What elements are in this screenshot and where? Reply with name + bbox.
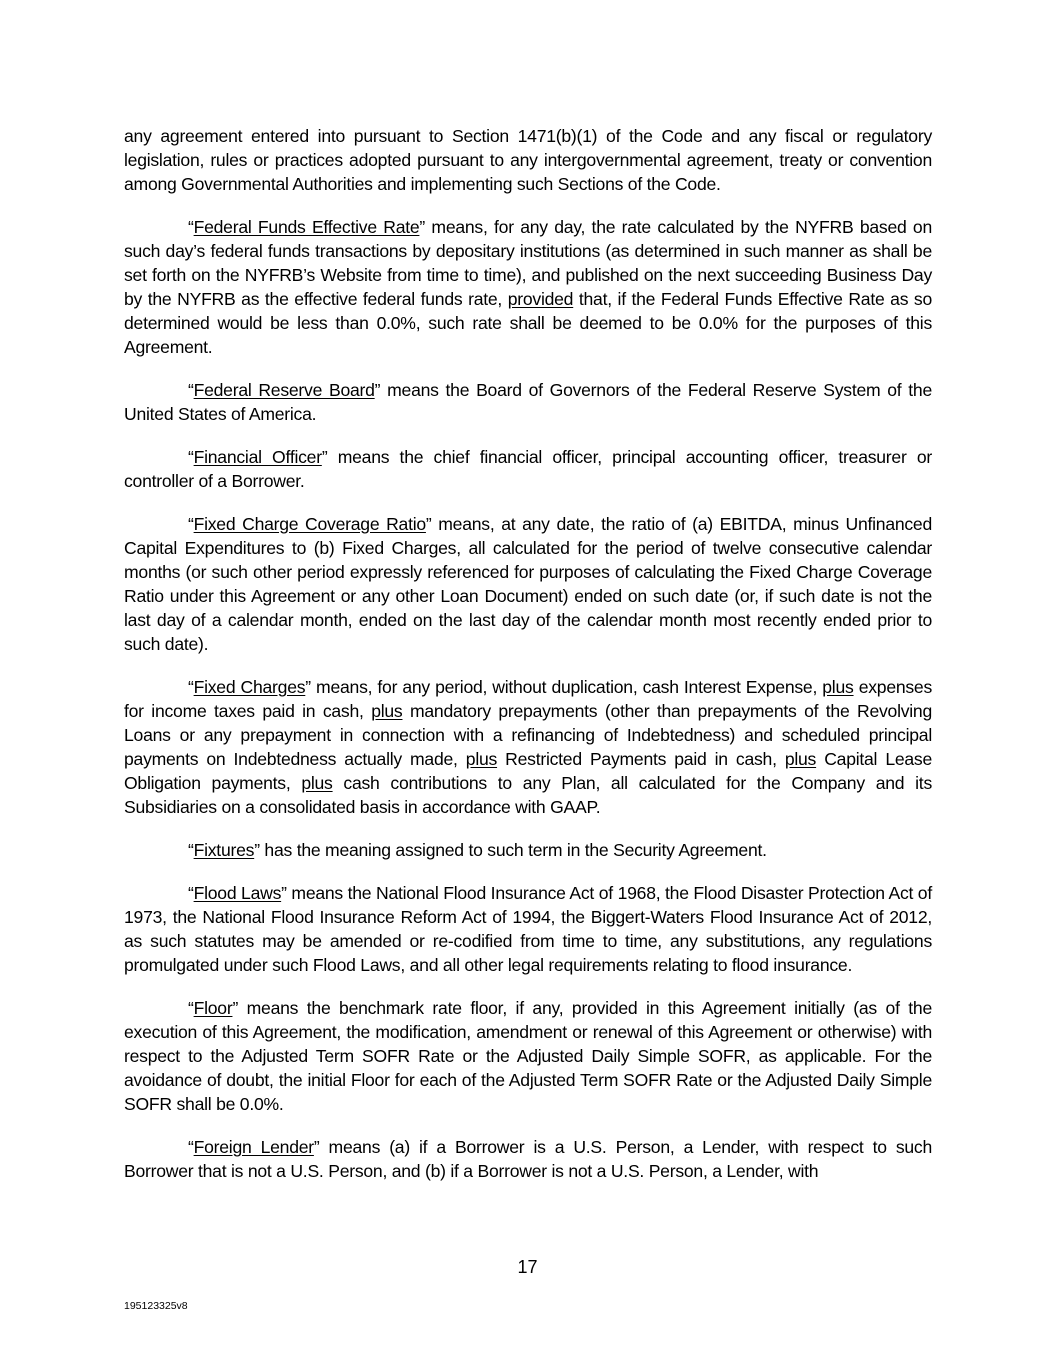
definition-federal-reserve-board: “Federal Reserve Board” means the Board of Governors of the Federal Reserve System of the United States of America. — [124, 380, 932, 424]
definition-fixtures: “Fixtures” has the meaning assigned to such term in the Security Agreement. — [188, 840, 767, 860]
defined-term: Foreign Lender — [193, 1137, 314, 1157]
underlined-word: plus — [784, 749, 817, 769]
definition-fixed-charge-coverage-ratio: “Fixed Charge Coverage Ratio” means, at any date, the ratio of (a) EBITDA, minus Unfinanced Capital Expenditures to (b) Fixed Charges, all calculated for the period of twelve consecutive calendar months (or such other period expressly referenced for purposes of calculating the Fixed Charge Coverage Ratio under this Agreement or any other Loan Document) ended on such date (or, if such date is not the last day of a calendar month, ended on the last day of the calendar month most recently ended prior to such date). — [124, 514, 933, 654]
defined-term: Floor — [193, 998, 233, 1018]
defined-term: Federal Reserve Board — [193, 380, 375, 400]
underlined-word: plus — [465, 749, 498, 769]
page-body — [124, 124, 932, 1202]
defined-term: Flood Laws — [193, 883, 282, 903]
underlined-word: plus — [371, 701, 403, 721]
page-number: 17 — [517, 1257, 538, 1277]
underlined-word: plus — [301, 773, 333, 793]
defined-term: Fixed Charges — [193, 677, 306, 697]
defined-term: Federal Funds Effective Rate — [193, 217, 420, 237]
definition-flood-laws: “Flood Laws” means the National Flood Insurance Act of 1968, the Flood Disaster Protection Act of 1973, the National Flood Insurance Reform Act of 1994, the Biggert-Waters Flood Insurance Act of 2012, as such statutes may be amended or re-codified from time to time, any substitutions, any regulations promulgated under such Flood Laws, and all other legal requirements relating to flood insurance. — [124, 883, 932, 975]
definition-financial-officer: “Financial Officer” means the chief financial officer, principal accounting officer, treasurer or controller of a Borrower. — [124, 447, 932, 491]
definition-foreign-lender: “Foreign Lender” means (a) if a Borrower is a U.S. Person, a Lender, with respect to such Borrower that is not a U.S. Person, and (b) if a Borrower is not a U.S. Person, a Lender, with — [124, 1137, 932, 1181]
definition-federal-funds-effective-rate: “Federal Funds Effective Rate” means, for any day, the rate calculated by the NYFRB based on such day’s federal funds transactions by depositary institutions (as determined in such manner as shall be set forth on the NYFRB’s Website from time to time), and published on the next succeeding Business Day by the NYFRB as the effective federal funds rate, provided that, if the Federal Funds Effective Rate as so determined would be less than 0.0%, such rate shall be deemed to be 0.0% for the purposes of this Agreement. — [124, 217, 932, 357]
underlined-word: provided — [507, 289, 574, 309]
defined-term: Fixed Charge Coverage Ratio — [193, 514, 426, 534]
definition-floor: “Floor” means the benchmark rate floor, if any, provided in this Agreement initially (as of the execution of this Agreement, the modification, amendment or renewal of this Agreement or otherwise) with respect to the Adjusted Term SOFR Rate or the Adjusted Daily Simple SOFR, as applicable. For the avoidance of doubt, the initial Floor for each of the Adjusted Term SOFR Rate or the Adjusted Daily Simple SOFR shall be 0.0%. — [124, 998, 932, 1114]
defined-term: Fixtures — [193, 840, 255, 860]
defined-term: Financial Officer — [193, 447, 322, 467]
underlined-word: plus — [822, 677, 854, 697]
paragraph-fatca-continuation: any agreement entered into pursuant to Section 1471(b)(1) of the Code and any fiscal or regulatory legislation, rules or practices adopted pursuant to any intergovernmental agreement, treaty or convention among Governmental Authorities and implementing such Sections of the Code. — [124, 126, 932, 194]
document-id: 195123325v8 — [124, 1300, 188, 1312]
definition-fixed-charges: “Fixed Charges” means, for any period, without duplication, cash Interest Expense, plus expenses for income taxes paid in cash, plus mandatory prepayments (other than prepayments of the Revolving Loans or any prepayment in connection with a refinancing of Indebtedness) and scheduled principal payments on Indebtedness actually made, plus Restricted Payments paid in cash, plus Capital Lease Obligation payments, plus cash contributions to any Plan, all calculated for the Company and its Subsidiaries on a consolidated basis in accordance with GAAP. — [124, 677, 933, 817]
